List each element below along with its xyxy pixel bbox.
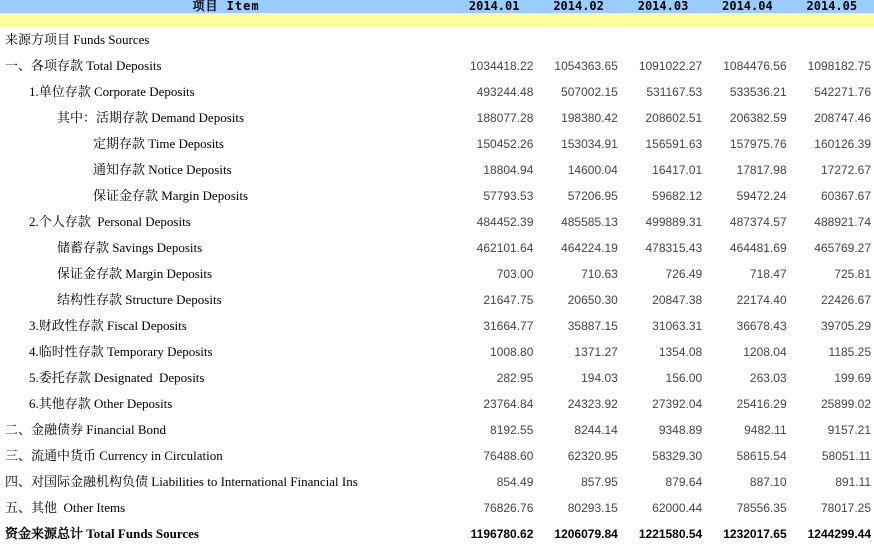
value-cell: 27392.04	[652, 397, 703, 411]
value-cell: 8192.55	[490, 423, 534, 437]
value-cell: 484452.39	[476, 215, 534, 229]
table-row	[0, 209, 874, 235]
value-cell: 488921.74	[814, 215, 872, 229]
value-cell: 20847.38	[652, 293, 703, 307]
value-cell: 21647.75	[483, 293, 534, 307]
value-cell: 76826.76	[483, 501, 534, 515]
value-cell: 156591.63	[645, 137, 703, 151]
value-cell: 703.00	[496, 267, 534, 281]
table-row	[0, 443, 874, 469]
period-headers	[452, 0, 874, 13]
row-label: 四、对国际金融机构负债 Liabilities to International Financial Ins	[5, 474, 358, 489]
value-cell: 17272.67	[820, 163, 872, 177]
value-cell: 16417.01	[652, 163, 703, 177]
value-cell: 1098182.75	[807, 59, 872, 73]
row-label: 3.财政性存款 Fiscal Deposits	[29, 318, 187, 333]
table-row	[0, 469, 874, 495]
row-label: 1.单位存款 Corporate Deposits	[29, 84, 195, 99]
value-cell: 78556.35	[736, 501, 787, 515]
value-cell: 9157.21	[827, 423, 872, 437]
value-cell: 23764.84	[483, 397, 534, 411]
value-cell: 1008.80	[490, 345, 534, 359]
value-cell: 59472.24	[736, 189, 787, 203]
value-cell: 39705.29	[820, 319, 872, 333]
value-cell: 20650.30	[567, 293, 618, 307]
value-cell: 17817.98	[736, 163, 787, 177]
value-cell: 1221580.54	[638, 527, 703, 541]
row-label: 保证金存款 Margin Deposits	[57, 266, 213, 281]
value-cell: 157975.76	[729, 137, 787, 151]
value-cell: 507002.15	[561, 85, 618, 99]
value-cell: 485585.13	[561, 215, 618, 229]
value-cell: 59682.12	[652, 189, 703, 203]
value-cell: 153034.91	[561, 137, 618, 151]
value-cell: 1084476.56	[723, 59, 787, 73]
table-row	[0, 261, 874, 287]
period-column-header: 2014.01	[468, 0, 520, 13]
row-label: 来源方项目 Funds Sources	[5, 32, 150, 47]
row-label: 五、其他 Other Items	[5, 500, 126, 515]
value-cell: 263.03	[749, 371, 787, 385]
value-cell: 464481.69	[729, 241, 787, 255]
value-cell: 208602.51	[645, 111, 703, 125]
row-label: 定期存款 Time Deposits	[93, 136, 224, 151]
row-label: 二、金融债券 Financial Bond	[5, 422, 167, 437]
value-cell: 726.49	[665, 267, 703, 281]
table-row	[0, 105, 874, 131]
row-label: 6.其他存款 Other Deposits	[29, 396, 173, 411]
value-cell: 36678.43	[736, 319, 787, 333]
value-cell: 206382.59	[729, 111, 787, 125]
row-label: 三、流通中货币 Currency in Circulation	[5, 448, 223, 463]
value-cell: 62320.95	[567, 449, 618, 463]
value-cell: 1185.25	[828, 345, 872, 359]
value-cell: 487374.57	[729, 215, 787, 229]
value-cell: 462101.64	[476, 241, 534, 255]
value-cell: 1206079.84	[554, 527, 618, 541]
value-cell: 60367.67	[820, 189, 872, 203]
value-cell: 1034418.22	[470, 59, 534, 73]
table-row	[0, 53, 874, 79]
row-label: 储蓄存款 Savings Deposits	[57, 240, 203, 255]
value-cell: 18804.94	[483, 163, 534, 177]
value-cell: 78017.25	[820, 501, 872, 515]
table-row	[0, 79, 874, 105]
value-cell: 493244.48	[476, 85, 534, 99]
value-cell	[621, 27, 705, 53]
value-cell: 188077.28	[476, 111, 534, 125]
value-cell: 1244299.44	[807, 527, 872, 541]
value-cell: 24323.92	[567, 397, 618, 411]
value-cell: 1371.27	[574, 345, 618, 359]
value-cell: 879.64	[665, 475, 703, 489]
value-cell: 160126.39	[814, 137, 872, 151]
value-cell: 710.63	[581, 267, 618, 281]
table-row	[0, 495, 874, 521]
period-column-header: 2014.05	[806, 0, 858, 13]
value-cell: 31664.77	[483, 319, 534, 333]
value-cell: 150452.26	[476, 137, 534, 151]
value-cell: 1054363.65	[554, 59, 618, 73]
value-cell: 208747.46	[814, 111, 872, 125]
value-cell: 31063.31	[652, 319, 703, 333]
value-cell: 156.00	[665, 371, 703, 385]
value-cell: 1354.08	[658, 345, 703, 359]
value-cell: 58615.54	[736, 449, 787, 463]
row-label: 保证金存款 Margin Deposits	[93, 188, 249, 203]
value-cell: 57793.53	[483, 189, 534, 203]
value-cell: 718.47	[749, 267, 787, 281]
value-cell: 465769.27	[814, 241, 872, 255]
table-row	[0, 339, 874, 365]
value-cell: 857.95	[581, 475, 618, 489]
value-cell: 14600.04	[567, 163, 618, 177]
row-label: 2.个人存款 Personal Deposits	[29, 214, 191, 229]
value-cell	[705, 27, 789, 53]
value-cell: 282.95	[496, 371, 534, 385]
value-cell: 25899.02	[820, 397, 872, 411]
row-label: 一、各项存款 Total Deposits	[5, 58, 162, 73]
value-cell: 1196780.62	[470, 527, 534, 541]
table-body	[0, 27, 874, 547]
value-cell	[452, 27, 536, 53]
value-cell: 1091022.27	[638, 59, 703, 73]
table-row	[0, 391, 874, 417]
value-cell: 58051.11	[821, 449, 872, 463]
value-cell: 1208.04	[743, 345, 787, 359]
table-row	[0, 521, 874, 547]
value-cell: 8244.14	[574, 423, 618, 437]
row-label: 结构性存款 Structure Deposits	[57, 292, 222, 307]
value-cell: 22426.67	[820, 293, 872, 307]
row-label: 5.委托存款 Designated Deposits	[29, 370, 205, 385]
table-row	[0, 365, 874, 391]
table-row	[0, 313, 874, 339]
table-row	[0, 417, 874, 443]
value-cell: 854.49	[496, 475, 534, 489]
value-cell: 887.10	[749, 475, 787, 489]
period-column-header: 2014.04	[722, 0, 773, 13]
table-row	[0, 131, 874, 157]
value-cell: 464224.19	[561, 241, 618, 255]
value-cell: 891.11	[835, 475, 872, 489]
value-cell: 9348.89	[658, 423, 703, 437]
value-cell: 58329.30	[652, 449, 703, 463]
value-cell: 62000.44	[652, 501, 703, 515]
value-cell: 533536.21	[729, 85, 787, 99]
period-column-header: 2014.02	[553, 0, 604, 13]
table-row	[0, 27, 874, 53]
header-row-1	[0, 0, 874, 14]
row-label: 通知存款 Notice Deposits	[93, 162, 232, 177]
value-cell: 35887.15	[567, 319, 618, 333]
row-label: 4.临时性存款 Temporary Deposits	[29, 344, 213, 359]
header-row-2	[0, 14, 874, 27]
value-cell: 499889.31	[645, 215, 703, 229]
table-row	[0, 235, 874, 261]
value-cell: 478315.43	[645, 241, 703, 255]
value-cell: 9482.11	[744, 423, 787, 437]
item-column-header: 项目 Item	[192, 0, 260, 13]
period-column-header: 2014.03	[637, 0, 689, 13]
table-row	[0, 157, 874, 183]
value-cell: 22174.40	[736, 293, 787, 307]
row-label: 资金来源总计 Total Funds Sources	[5, 526, 199, 541]
value-cell: 199.69	[834, 371, 872, 385]
value-cell: 542271.76	[814, 85, 872, 99]
value-cell: 80293.15	[567, 501, 618, 515]
value-cell: 25416.29	[736, 397, 787, 411]
row-label: 其中：活期存款 Demand Deposits	[57, 110, 245, 125]
value-cell	[536, 27, 620, 53]
value-cell: 194.03	[581, 371, 618, 385]
value-cell: 57206.95	[567, 189, 618, 203]
table-row	[0, 183, 874, 209]
value-cell: 1232017.65	[723, 527, 787, 541]
table-row	[0, 287, 874, 313]
value-cell: 531167.53	[646, 85, 703, 99]
value-cell	[790, 27, 874, 53]
value-cell: 198380.42	[561, 111, 618, 125]
value-cell: 76488.60	[483, 449, 534, 463]
value-cell: 725.81	[834, 267, 872, 281]
